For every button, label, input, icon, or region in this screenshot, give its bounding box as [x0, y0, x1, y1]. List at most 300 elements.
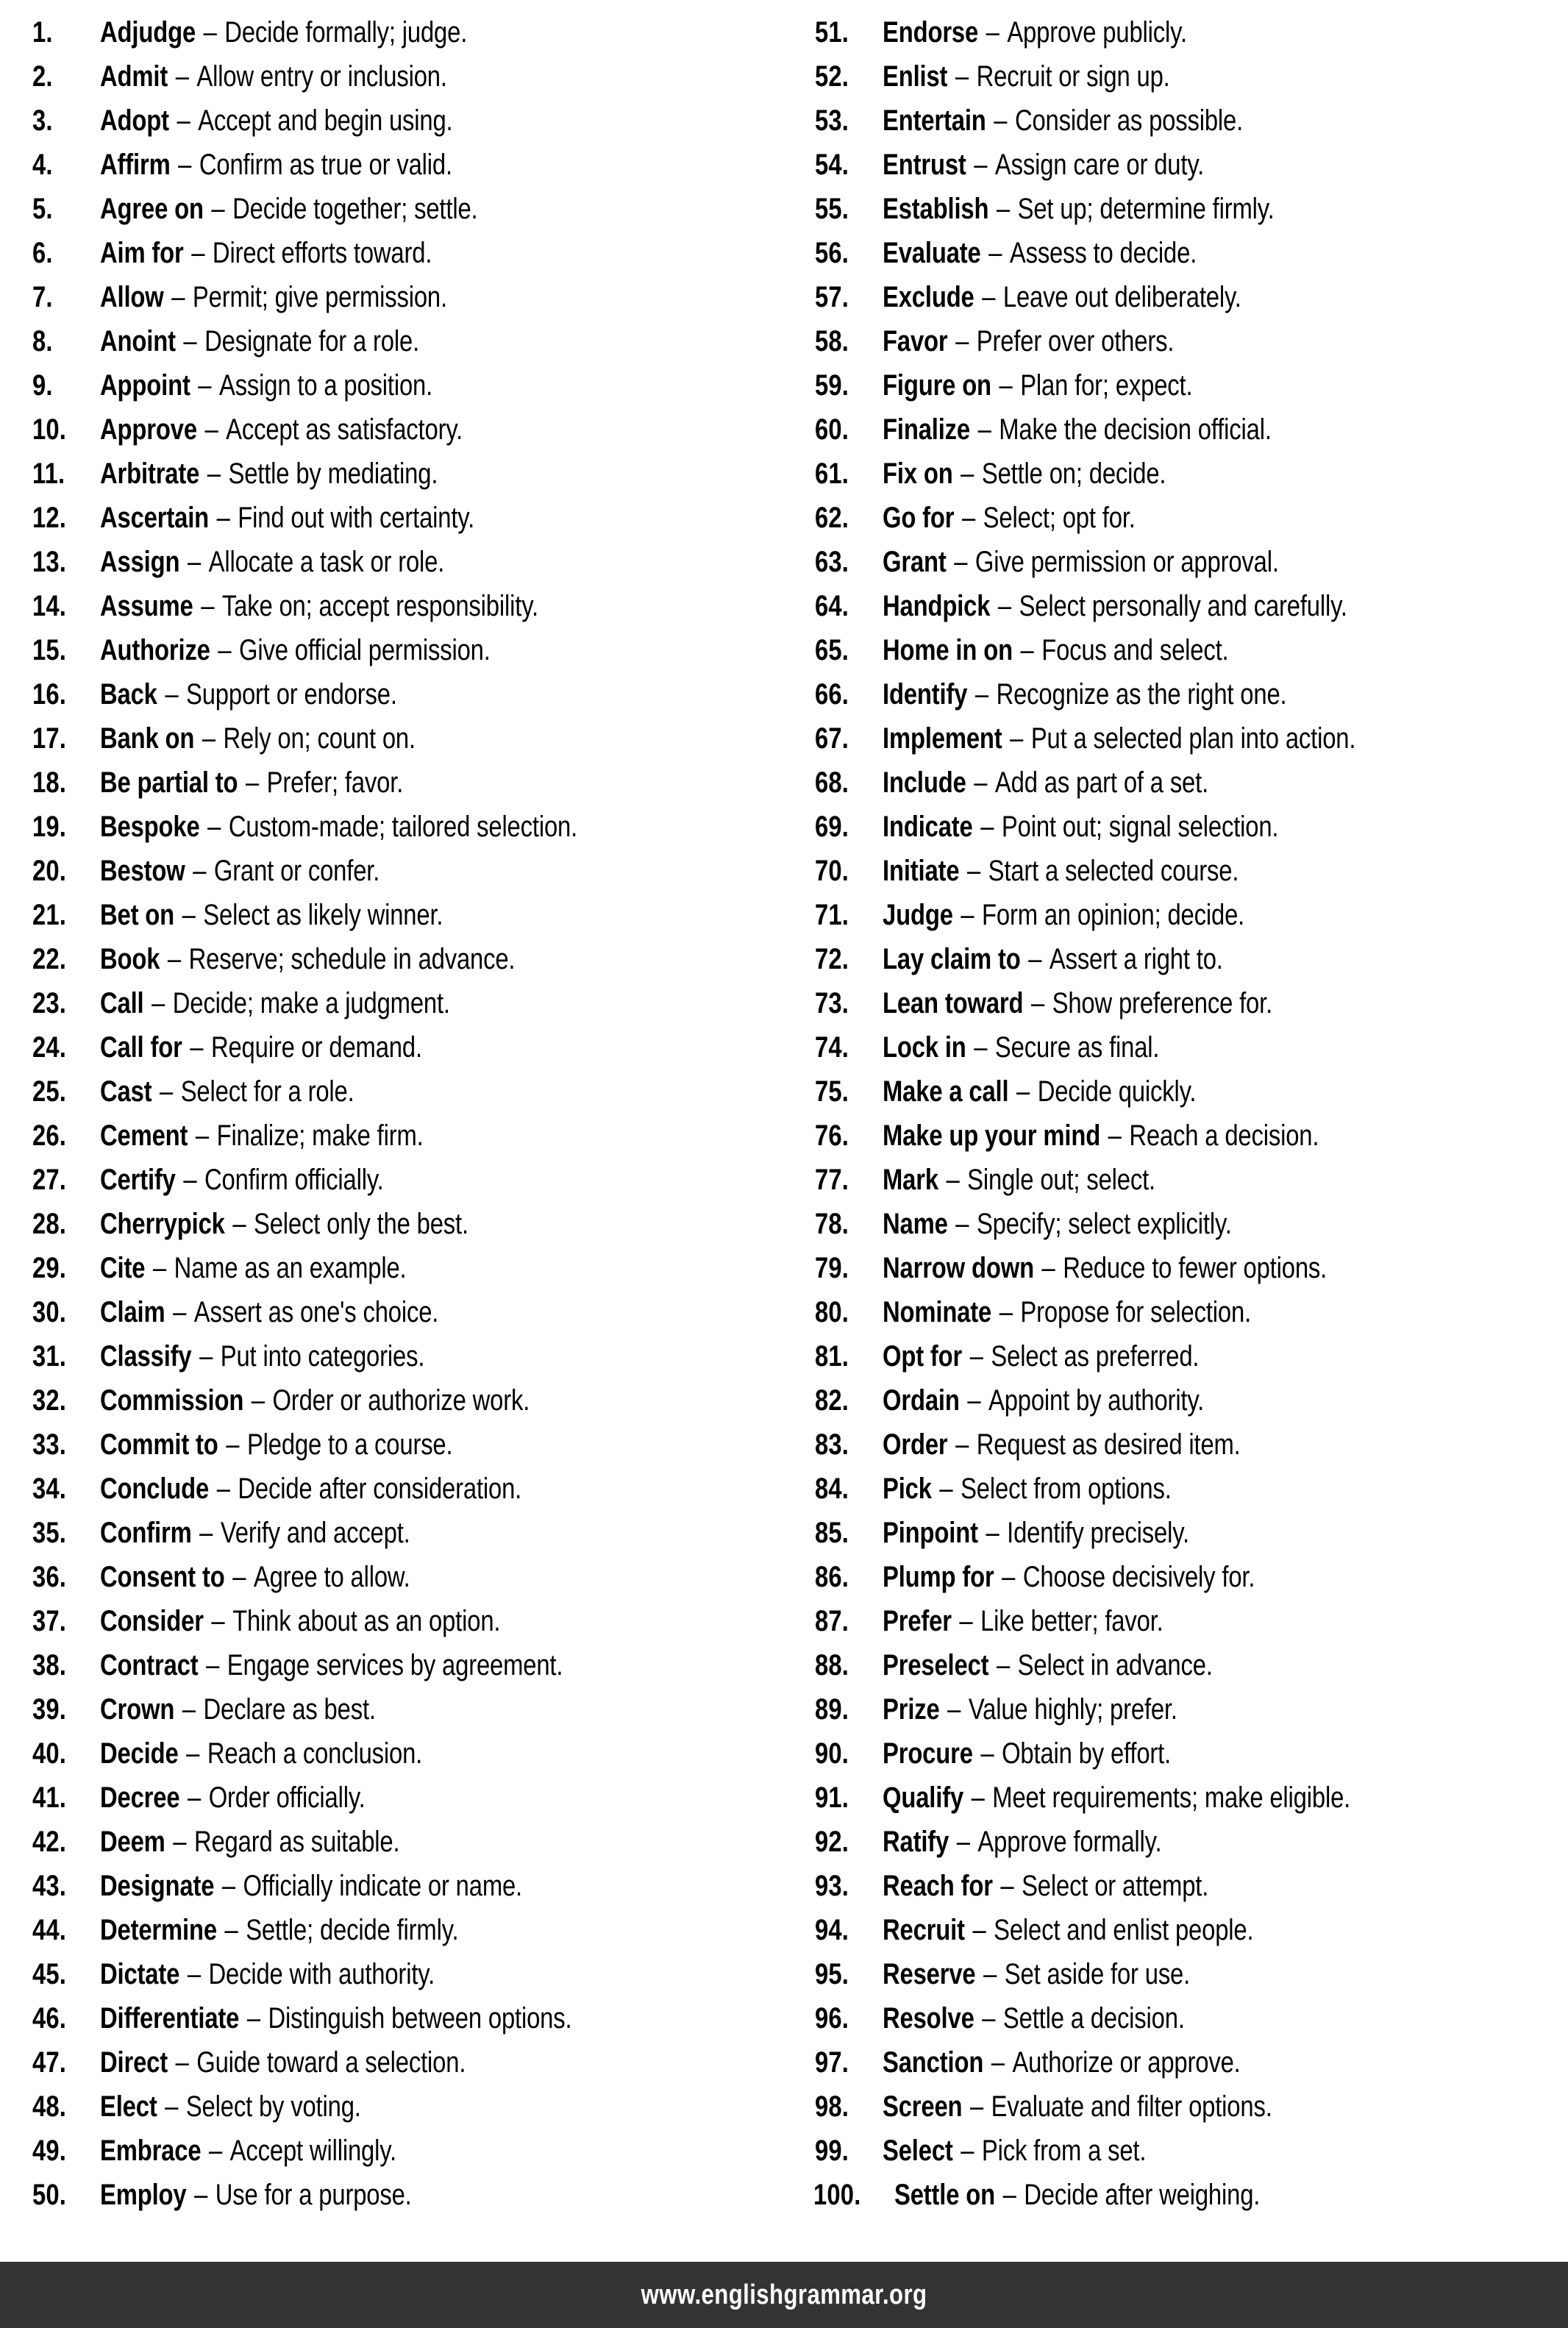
list-item-definition: Select for a role. [180, 1075, 354, 1108]
list-item-body [100, 1952, 435, 1996]
list-item-definition: Start a selected course. [988, 855, 1239, 887]
list-item-number: 59. [815, 369, 849, 402]
list-item-definition: Single out; select. [967, 1164, 1155, 1196]
list-item-term: Call for [100, 1031, 182, 1064]
list-item-definition: Like better; favor. [980, 1605, 1163, 1637]
list-item-body [883, 275, 1241, 319]
list-item-term: Commit to [100, 1428, 218, 1461]
list-item-number: 92. [815, 1826, 849, 1858]
list-item-body [883, 99, 1243, 143]
list-item-separator: – [963, 2090, 991, 2123]
list-item-number: 72. [815, 943, 849, 975]
list-item-number: 14. [32, 590, 67, 622]
list-item-body [883, 628, 1228, 672]
list-item-term: Identify [883, 678, 968, 711]
list-item-definition: Form an opinion; decide. [982, 899, 1245, 931]
list-item-number: 69. [815, 811, 849, 843]
list-item-separator: – [198, 413, 225, 446]
list-item-term: Opt for [883, 1340, 963, 1373]
list-item-separator: – [966, 1914, 993, 1946]
list-item-number: 60. [815, 413, 849, 446]
list-item-term: Entrust [883, 149, 966, 181]
list-item-number: 9. [32, 369, 53, 402]
list-item [32, 2085, 777, 2129]
list-item [815, 849, 1561, 893]
list-item-separator: – [982, 237, 1009, 269]
list-item-definition: Select and enlist people. [994, 1914, 1254, 1946]
list-item-number: 100. [813, 2179, 861, 2211]
list-item [815, 1246, 1561, 1290]
list-item-term: Entertain [883, 104, 986, 137]
list-item [815, 2173, 1561, 2217]
list-item-definition: Recognize as the right one. [996, 678, 1287, 711]
list-item-body [100, 143, 452, 187]
list-item-separator: – [971, 413, 998, 446]
list-item-definition: Select as likely winner. [203, 899, 443, 931]
list-item [32, 1908, 777, 1952]
list-item-term: Ordain [883, 1384, 960, 1417]
list-item-separator: – [180, 1958, 207, 1990]
list-item-separator: – [954, 2135, 981, 2167]
list-item [815, 1290, 1561, 1334]
list-item [815, 2040, 1561, 2085]
list-item-body [100, 1114, 424, 1158]
list-item-separator: – [941, 1693, 968, 1726]
list-item-separator: – [949, 1208, 976, 1240]
list-item-term: Differentiate [100, 2002, 240, 2035]
list-item-body [883, 1158, 1155, 1202]
list-item-term: Aim for [100, 237, 184, 269]
list-item [815, 1025, 1561, 1069]
list-item-separator: – [996, 2179, 1023, 2211]
list-item-body [883, 1776, 1350, 1820]
list-item-number: 75. [815, 1075, 849, 1108]
list-item-definition: Value highly; prefer. [968, 1693, 1177, 1726]
list-item-separator: – [1101, 1119, 1128, 1152]
list-item [32, 540, 777, 584]
list-item-term: Order [883, 1428, 948, 1461]
list-item-definition: Decide after weighing. [1024, 2179, 1261, 2211]
list-item-number: 1. [32, 16, 53, 49]
list-item-term: Endorse [883, 16, 979, 49]
list-item-body [883, 1025, 1159, 1069]
list-item-separator: – [955, 502, 983, 534]
list-item-definition: Custom-made; tailored selection. [228, 811, 578, 843]
list-item-body [100, 893, 443, 937]
list-item-definition: Reduce to fewer options. [1063, 1252, 1328, 1284]
list-item-definition: Order or authorize work. [272, 1384, 530, 1417]
list-item-separator: – [967, 1031, 994, 1064]
list-item-body [883, 231, 1197, 275]
list-item-body [100, 1290, 438, 1334]
list-item-definition: Approve formally. [977, 1826, 1162, 1858]
list-item-definition: Think about as an option. [232, 1605, 501, 1637]
list-item-body [100, 2085, 361, 2129]
list-item [32, 496, 777, 540]
list-item-term: Screen [883, 2090, 963, 2123]
list-item-term: Pick [883, 1473, 932, 1505]
list-item-body [100, 584, 538, 628]
list-item [815, 1643, 1561, 1687]
list-item-number: 90. [815, 1737, 849, 1770]
list-item [32, 1378, 777, 1423]
list-item-term: Enlist [883, 60, 948, 93]
list-item-separator: – [226, 1208, 253, 1240]
list-item-body [883, 937, 1223, 981]
list-item-separator: – [990, 1649, 1017, 1681]
list-item-definition: Decide formally; judge. [224, 16, 468, 49]
list-item-separator: – [963, 1340, 990, 1373]
list-item-number: 41. [32, 1781, 67, 1814]
list-item-number: 23. [32, 987, 67, 1019]
list-item-term: Finalize [883, 413, 970, 446]
list-item-term: Include [883, 766, 966, 799]
list-item-body [100, 1378, 530, 1423]
list-item-number: 42. [32, 1826, 67, 1858]
list-item-body [100, 1864, 522, 1908]
list-item-separator: – [968, 678, 995, 711]
list-item-term: Pinpoint [883, 1517, 978, 1549]
list-item-number: 53. [815, 104, 849, 137]
list-item-term: Reserve [883, 1958, 976, 1990]
list-item-number: 10. [32, 413, 67, 446]
list-item-body [883, 363, 1192, 407]
list-item-term: Judge [883, 899, 953, 931]
list-item-separator: – [240, 2002, 267, 2035]
list-item-definition: Show preference for. [1052, 987, 1273, 1019]
list-item-definition: Identify precisely. [1007, 1517, 1189, 1549]
list-item-definition: Settle by mediating. [228, 458, 438, 490]
list-item-separator: – [181, 1781, 208, 1814]
list-item [815, 99, 1561, 143]
list-item [32, 363, 777, 407]
list-item-definition: Settle a decision. [1002, 2002, 1185, 2035]
list-item-body [883, 672, 1286, 716]
list-item-body [100, 628, 491, 672]
list-item-number: 79. [815, 1252, 849, 1284]
list-item-term: Indicate [883, 811, 973, 843]
list-item-term: Implement [883, 722, 1002, 755]
list-item [815, 231, 1561, 275]
list-item-number: 13. [32, 546, 67, 578]
list-item-number: 74. [815, 1031, 849, 1064]
list-item-definition: Pledge to a course. [246, 1428, 453, 1461]
list-item-body [883, 452, 1166, 496]
list-item [815, 761, 1561, 805]
list-item [815, 143, 1561, 187]
list-item-definition: Engage services by agreement. [227, 1649, 563, 1681]
list-item-separator: – [199, 1649, 227, 1681]
list-item-term: Narrow down [883, 1252, 1034, 1284]
list-item-body [883, 1423, 1241, 1467]
list-item-body [100, 2040, 466, 2085]
list-item-definition: Assign care or duty. [994, 149, 1205, 181]
list-item-body [883, 1555, 1255, 1599]
list-item-separator: – [967, 149, 994, 181]
list-item-body [100, 2173, 412, 2217]
list-item-number: 26. [32, 1119, 67, 1152]
list-item-body [100, 187, 477, 231]
list-item-number: 82. [815, 1384, 849, 1417]
list-item-body [883, 2085, 1272, 2129]
list-item-term: Name [883, 1208, 948, 1240]
list-item-number: 20. [32, 855, 67, 887]
list-item-body [100, 1467, 521, 1511]
list-item [815, 1423, 1561, 1467]
list-item-number: 68. [815, 766, 849, 799]
list-item-number: 86. [815, 1561, 849, 1593]
list-item-term: Ascertain [100, 502, 210, 534]
list-item-term: Conclude [100, 1473, 210, 1505]
list-item [815, 187, 1561, 231]
list-item-number: 78. [815, 1208, 849, 1240]
list-item-definition: Agree to allow. [253, 1561, 410, 1593]
list-item-separator: – [964, 1781, 991, 1814]
list-item-number: 52. [815, 60, 849, 93]
list-item [815, 363, 1561, 407]
list-item-definition: Reach a decision. [1129, 1119, 1319, 1152]
list-item-number: 38. [32, 1649, 67, 1681]
list-item-separator: – [194, 590, 221, 622]
two-column-layout [0, 10, 1568, 2217]
list-item-separator: – [992, 369, 1019, 402]
list-item-separator: – [977, 1958, 1004, 1990]
list-item-body [883, 1820, 1161, 1864]
list-item [815, 628, 1561, 672]
list-item-number: 22. [32, 943, 67, 975]
list-item-separator: – [989, 193, 1016, 225]
list-item-definition: Regard as suitable. [193, 1826, 400, 1858]
list-item-term: Select [883, 2135, 953, 2167]
list-item-separator: – [949, 1826, 977, 1858]
list-item-number: 51. [815, 16, 849, 49]
list-item-separator: – [210, 1473, 237, 1505]
list-item-body [883, 187, 1275, 231]
list-item [815, 981, 1561, 1025]
list-item-body [100, 1643, 563, 1687]
list-item-number: 76. [815, 1119, 849, 1152]
list-item-number: 6. [32, 237, 53, 269]
list-item [32, 761, 777, 805]
list-item-term: Agree on [100, 193, 204, 225]
list-item [32, 1731, 777, 1776]
list-item-definition: Reserve; schedule in advance. [188, 943, 516, 975]
list-item-term: Resolve [883, 2002, 974, 2035]
list-item-separator: – [168, 60, 196, 93]
list-item-number: 89. [815, 1693, 849, 1726]
list-item-term: Authorize [100, 634, 210, 666]
list-item-term: Crown [100, 1693, 175, 1726]
list-item [32, 805, 777, 849]
list-item-number: 39. [32, 1693, 67, 1726]
list-item-body [883, 1246, 1327, 1290]
list-item-term: Bespoke [100, 811, 200, 843]
list-item-term: Cite [100, 1252, 146, 1284]
list-item-definition: Name as an example. [174, 1252, 407, 1284]
list-item [815, 1599, 1561, 1643]
list-item-separator: – [185, 237, 212, 269]
list-item-definition: Choose decisively for. [1022, 1561, 1255, 1593]
list-item-separator: – [984, 2046, 1011, 2079]
list-item [815, 805, 1561, 849]
list-item [815, 937, 1561, 981]
list-item-term: Nominate [883, 1296, 992, 1328]
list-item-body [100, 540, 444, 584]
list-item-separator: – [170, 104, 197, 137]
list-item-definition: Assess to decide. [1009, 237, 1197, 269]
list-item-term: Claim [100, 1296, 165, 1328]
list-item [32, 275, 777, 319]
list-item-separator: – [1003, 722, 1030, 755]
list-item-number: 4. [32, 149, 53, 181]
list-item-separator: – [975, 281, 1002, 313]
list-item [32, 1202, 777, 1246]
list-item-definition: Point out; signal selection. [1001, 811, 1279, 843]
list-item-number: 16. [32, 678, 67, 711]
list-item-separator: – [1022, 943, 1049, 975]
list-item-body [100, 761, 403, 805]
list-item-term: Home in on [883, 634, 1013, 666]
list-item-definition: Consider as possible. [1014, 104, 1244, 137]
list-item-definition: Appoint by authority. [988, 1384, 1205, 1417]
list-item [815, 1996, 1561, 2040]
list-item [32, 2129, 777, 2173]
list-item-body [100, 1246, 407, 1290]
list-item-number: 40. [32, 1737, 67, 1770]
list-item-term: Mark [883, 1164, 938, 1196]
list-item-term: Consider [100, 1605, 204, 1637]
list-item-separator: – [949, 1428, 976, 1461]
list-item-number: 85. [815, 1517, 849, 1549]
list-item-body [100, 10, 467, 54]
list-item-body [883, 761, 1208, 805]
list-item-number: 21. [32, 899, 67, 931]
list-item-number: 50. [32, 2179, 67, 2211]
list-item-number: 46. [32, 2002, 67, 2035]
list-item-definition: Verify and accept. [220, 1517, 410, 1549]
list-item-body [100, 1511, 410, 1555]
list-item [815, 275, 1561, 319]
list-item-separator: – [202, 2135, 229, 2167]
list-item-term: Book [100, 943, 160, 975]
list-item-separator: – [1024, 987, 1051, 1019]
list-item-term: Adjudge [100, 16, 196, 49]
list-item [32, 584, 777, 628]
list-item-definition: Reach a conclusion. [207, 1737, 423, 1770]
list-item-body [883, 893, 1244, 937]
list-item-term: Exclude [883, 281, 974, 313]
list-item-term: Allow [100, 281, 164, 313]
list-item-body [100, 319, 419, 363]
list-item-number: 83. [815, 1428, 849, 1461]
list-item [32, 143, 777, 187]
list-item [32, 716, 777, 761]
list-item-number: 84. [815, 1473, 849, 1505]
list-item-body [100, 1599, 500, 1643]
list-item-separator: – [226, 1561, 253, 1593]
list-item-number: 45. [32, 1958, 67, 1990]
list-item-number: 43. [32, 1870, 67, 1902]
list-item-term: Initiate [883, 855, 960, 887]
list-item-separator: – [200, 458, 227, 490]
list-item-separator: – [1013, 634, 1041, 666]
list-item-number: 88. [815, 1649, 849, 1681]
list-item-definition: Accept as satisfactory. [226, 413, 463, 446]
list-item [815, 1158, 1561, 1202]
list-item-term: Commission [100, 1384, 244, 1417]
list-item-definition: Accept and begin using. [198, 104, 453, 137]
footer-bar [0, 2262, 1568, 2328]
list-item-definition: Designate for a role. [204, 325, 420, 357]
list-item-number: 19. [32, 811, 67, 843]
list-item-term: Confirm [100, 1517, 192, 1549]
list-item-separator: – [160, 943, 188, 975]
list-item-number: 71. [815, 899, 849, 931]
list-item [815, 1114, 1561, 1158]
list-item-term: Adopt [100, 104, 169, 137]
list-item-number: 99. [815, 2135, 849, 2167]
list-item [32, 1069, 777, 1114]
list-item-separator: – [939, 1164, 966, 1196]
list-item-separator: – [219, 1428, 246, 1461]
list-item-body [100, 1158, 384, 1202]
list-item-body [100, 1731, 422, 1776]
list-item-separator: – [215, 1870, 242, 1902]
list-item [32, 1996, 777, 2040]
list-item-definition: Select only the best. [253, 1208, 468, 1240]
list-item-definition: Rely on; count on. [223, 722, 416, 755]
list-item-separator: – [177, 325, 204, 357]
list-item-term: Appoint [100, 369, 190, 402]
list-item-body [100, 937, 515, 981]
list-item-term: Designate [100, 1870, 215, 1902]
list-item-definition: Select; opt for. [983, 502, 1136, 534]
list-item-body [100, 1996, 571, 2040]
list-item-definition: Officially indicate or name. [243, 1870, 523, 1902]
list-item-separator: – [145, 987, 172, 1019]
list-item-term: Contract [100, 1649, 199, 1681]
list-item-term: Procure [883, 1737, 973, 1770]
list-item-body [100, 1423, 452, 1467]
list-item-separator: – [961, 855, 988, 887]
list-item-separator: – [191, 369, 218, 402]
list-item-body [883, 407, 1272, 452]
list-item [815, 1467, 1561, 1511]
list-item-definition: Secure as final. [994, 1031, 1160, 1064]
list-item-separator: – [211, 634, 238, 666]
list-item-definition: Authorize or approve. [1012, 2046, 1241, 2079]
list-item-number: 77. [815, 1164, 849, 1196]
list-item-separator: – [954, 458, 981, 490]
list-item-definition: Confirm officially. [204, 1164, 384, 1196]
list-item-term: Consent to [100, 1561, 225, 1593]
list-item [32, 1864, 777, 1908]
list-item-body [883, 1202, 1232, 1246]
list-item-definition: Use for a purpose. [215, 2179, 412, 2211]
list-item [32, 407, 777, 452]
list-item-body [883, 1114, 1319, 1158]
list-item [815, 2085, 1561, 2129]
list-item-definition: Specify; select explicitly. [976, 1208, 1232, 1240]
list-item-number: 44. [32, 1914, 67, 1946]
list-item [32, 672, 777, 716]
list-item [815, 893, 1561, 937]
list-item [815, 452, 1561, 496]
list-item [815, 540, 1561, 584]
list-item-term: Anoint [100, 325, 176, 357]
list-item-body [883, 1599, 1163, 1643]
list-item [32, 1290, 777, 1334]
